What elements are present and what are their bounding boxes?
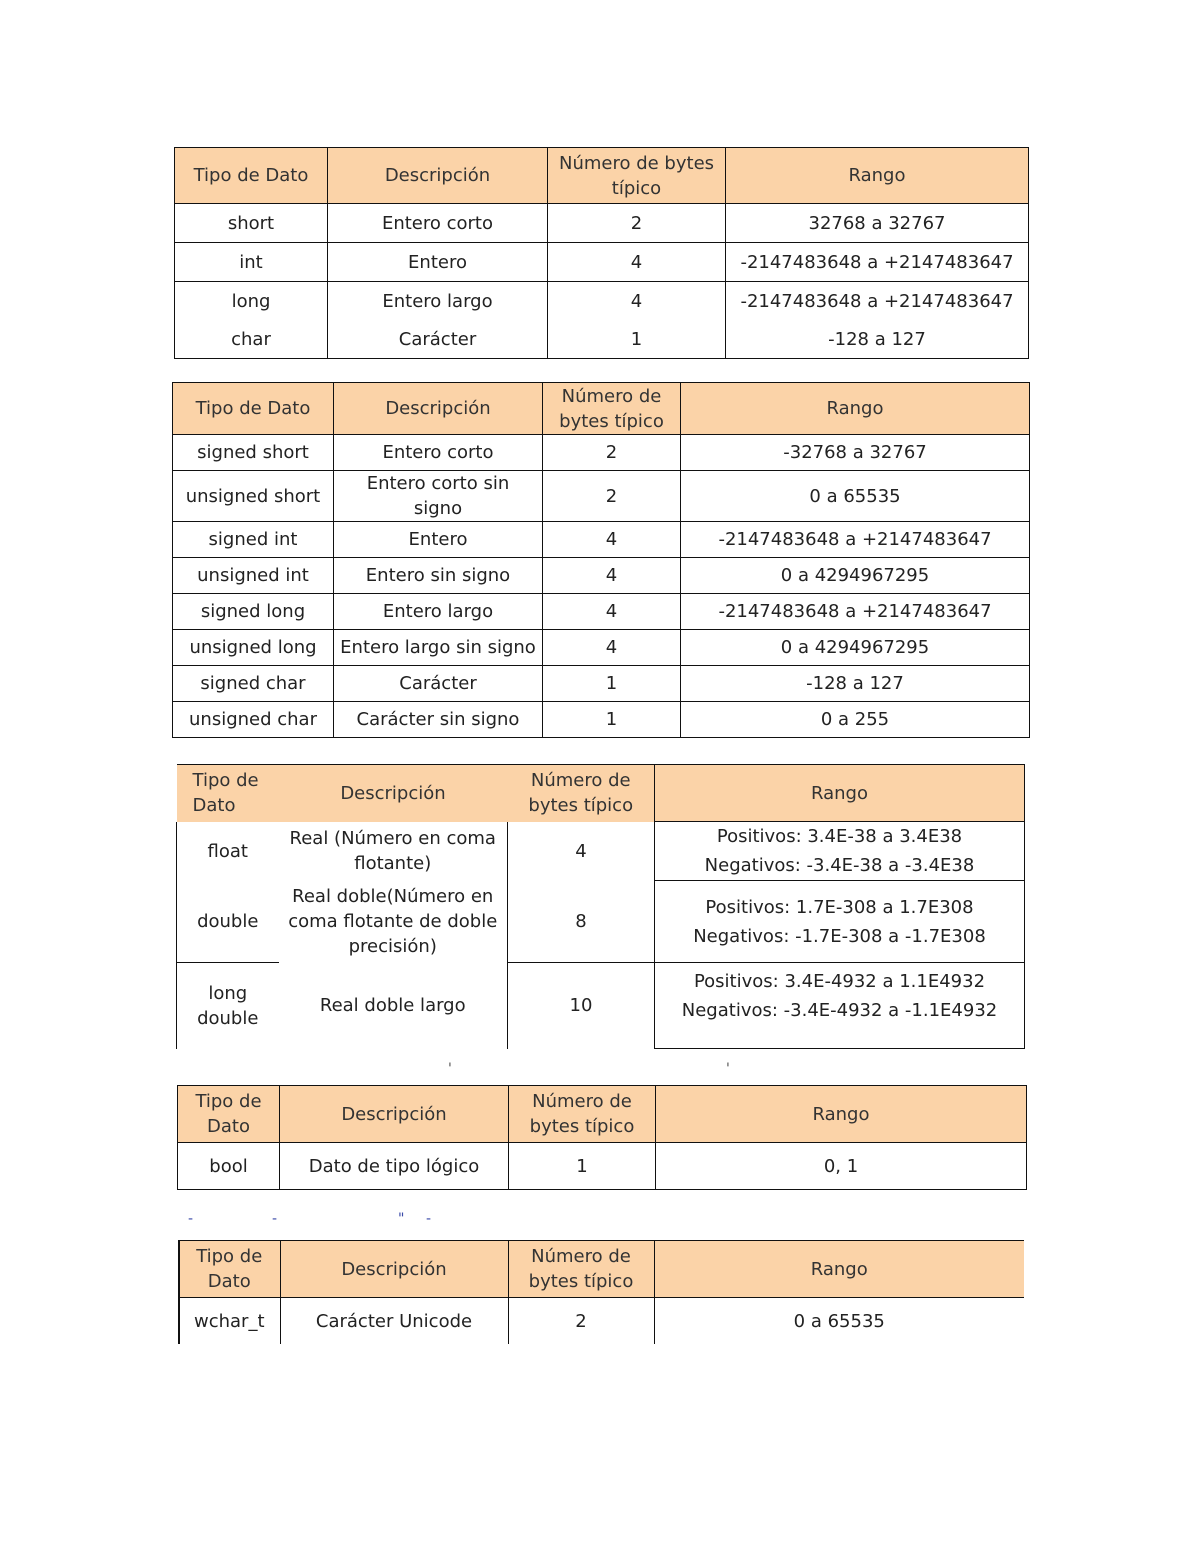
header-rango: Rango <box>726 148 1029 204</box>
cell-rango: -128 a 127 <box>681 666 1030 702</box>
table-wchar <box>179 1240 1024 1344</box>
range-positive: Positivos: 3.4E-38 a 3.4E38 <box>716 826 963 847</box>
table-bool <box>177 1085 1027 1190</box>
range-negative: Negativos: -3.4E-4932 a -1.1E4932 <box>681 1000 998 1021</box>
cell-descripcion: Carácter sin signo <box>334 702 543 738</box>
table-signed-unsigned <box>172 382 1030 738</box>
cell-bytes: 1 <box>543 666 681 702</box>
cell-rango: -32768 a 32767 <box>681 435 1030 471</box>
header-bytes: Número de bytes típico <box>508 1241 654 1298</box>
cell-descripcion: Entero <box>328 243 548 282</box>
cell-descripcion: Entero sin signo <box>334 558 543 594</box>
header-tipo: Tipo de Dato <box>173 383 334 435</box>
cell-tipo: unsigned char <box>173 702 334 738</box>
cell-descripcion: Dato de tipo lógico <box>280 1143 509 1190</box>
cell-rango: 0 a 255 <box>681 702 1030 738</box>
table-row <box>175 282 1029 321</box>
cell-bytes: 1 <box>509 1143 656 1190</box>
table-row <box>177 881 1025 963</box>
table-basic-types <box>174 147 1029 359</box>
header-rango: Rango <box>681 383 1030 435</box>
cell-rango: 0 a 65535 <box>654 1298 1024 1345</box>
table5-left-rule <box>178 1240 180 1344</box>
table-row <box>175 204 1029 243</box>
cell-rango: 32768 a 32767 <box>726 204 1029 243</box>
cell-rango: 0 a 4294967295 <box>681 630 1030 666</box>
table-row <box>173 435 1030 471</box>
header-bytes: Número de bytes típico <box>509 1086 656 1143</box>
cell-descripcion: Entero corto <box>328 204 548 243</box>
cell-tipo: long double <box>177 963 279 1049</box>
cell-descripcion: Carácter <box>334 666 543 702</box>
cell-descripcion: Real doble(Número en coma flotante de doble precisión) <box>288 886 498 957</box>
cell-bytes: 1 <box>548 320 726 359</box>
cell-descripcion: Entero <box>334 522 543 558</box>
cell-descripcion: Carácter <box>328 320 548 359</box>
header-rango: Rango <box>654 1241 1024 1298</box>
table-row <box>173 630 1030 666</box>
stray-mark: ' <box>726 1061 730 1077</box>
header-descripcion: Descripción <box>280 1241 508 1298</box>
cell-tipo: signed char <box>173 666 334 702</box>
table-row <box>173 471 1030 522</box>
cell-rango: 0, 1 <box>656 1143 1027 1190</box>
cell-rango: -2147483648 a +2147483647 <box>681 594 1030 630</box>
cell-tipo: char <box>175 320 328 359</box>
range-positive: Positivos: 3.4E-4932 a 1.1E4932 <box>693 971 986 992</box>
cell-tipo: unsigned short <box>173 471 334 522</box>
header-bytes: Número de bytes típico <box>543 383 681 435</box>
stray-mark: " <box>398 1211 405 1227</box>
cell-bytes: 4 <box>543 594 681 630</box>
cell-bytes: 2 <box>508 1298 654 1345</box>
cell-descripcion: Real doble largo <box>319 995 466 1016</box>
table-header-row <box>179 1241 1024 1298</box>
cell-descripcion: Entero largo <box>328 282 548 321</box>
cell-rango: 0 a 4294967295 <box>681 558 1030 594</box>
cell-tipo: int <box>175 243 328 282</box>
stray-mark: - <box>426 1211 432 1227</box>
cell-tipo: unsigned int <box>173 558 334 594</box>
cell-descripcion: Entero corto sin signo <box>334 471 543 522</box>
table-header-row <box>175 148 1029 204</box>
cell-rango: -2147483648 a +2147483647 <box>726 282 1029 321</box>
cell-tipo: unsigned long <box>173 630 334 666</box>
cell-bytes: 4 <box>548 243 726 282</box>
cell-bytes: 8 <box>508 881 655 963</box>
cell-tipo: signed int <box>173 522 334 558</box>
table-row <box>177 963 1025 1049</box>
header-tipo: Tipo de Dato <box>177 765 279 822</box>
range-positive: Positivos: 1.7E-308 a 1.7E308 <box>705 896 974 918</box>
table-floating-point <box>176 764 1025 1049</box>
cell-tipo: bool <box>178 1143 280 1190</box>
table-header-row <box>177 765 1025 822</box>
table-row <box>178 1143 1027 1190</box>
stray-mark: - <box>188 1211 194 1227</box>
cell-bytes: 2 <box>543 471 681 522</box>
header-descripcion: Descripción <box>334 383 543 435</box>
header-descripcion: Descripción <box>328 148 548 204</box>
table-row <box>173 594 1030 630</box>
table-row <box>177 822 1025 881</box>
table-row <box>175 320 1029 359</box>
cell-bytes: 4 <box>543 522 681 558</box>
cell-tipo: wchar_t <box>193 1310 265 1332</box>
cell-rango <box>655 963 1025 1049</box>
header-tipo: Tipo de Dato <box>175 148 328 204</box>
cell-bytes: 2 <box>548 204 726 243</box>
cell-rango <box>655 881 1025 963</box>
stray-mark: - <box>272 1211 278 1227</box>
cell-bytes: 4 <box>548 282 726 321</box>
header-rango: Rango <box>655 765 1025 822</box>
cell-bytes: 4 <box>508 822 655 881</box>
cell-rango <box>655 822 1025 881</box>
table-row <box>179 1298 1024 1345</box>
table-row <box>175 243 1029 282</box>
cell-rango: 0 a 65535 <box>681 471 1030 522</box>
cell-bytes: 1 <box>543 702 681 738</box>
cell-descripcion: Carácter Unicode <box>280 1298 508 1345</box>
cell-descripcion: Entero largo sin signo <box>334 630 543 666</box>
range-negative: Negativos: -3.4E-38 a -3.4E38 <box>704 855 975 876</box>
header-tipo: Tipo de Dato <box>179 1241 280 1298</box>
cell-bytes: 10 <box>508 963 655 1049</box>
stray-mark: ' <box>448 1061 452 1077</box>
cell-tipo: signed long <box>173 594 334 630</box>
cell-tipo: short <box>175 204 328 243</box>
header-bytes: Número de bytes típico <box>548 148 726 204</box>
cell-tipo: double <box>177 881 279 963</box>
cell-tipo: signed short <box>173 435 334 471</box>
header-rango: Rango <box>656 1086 1027 1143</box>
cell-rango: -2147483648 a +2147483647 <box>726 243 1029 282</box>
table-row <box>173 558 1030 594</box>
header-descripcion: Descripción <box>279 765 508 822</box>
cell-descripcion: Entero corto <box>334 435 543 471</box>
table-header-row <box>178 1086 1027 1143</box>
range-negative: Negativos: -1.7E-308 a -1.7E308 <box>693 925 986 947</box>
cell-bytes: 2 <box>543 435 681 471</box>
cell-tipo: long <box>175 282 328 321</box>
cell-descripcion: Real (Número en coma flotante) <box>289 828 496 874</box>
header-bytes: Número de bytes típico <box>508 765 655 822</box>
table-header-row <box>173 383 1030 435</box>
cell-tipo: float <box>177 822 279 881</box>
table-row <box>173 702 1030 738</box>
header-descripcion: Descripción <box>280 1086 509 1143</box>
header-tipo: Tipo de Dato <box>178 1086 280 1143</box>
cell-rango: -2147483648 a +2147483647 <box>681 522 1030 558</box>
table-row <box>173 522 1030 558</box>
cell-bytes: 4 <box>543 630 681 666</box>
cell-descripcion: Entero largo <box>334 594 543 630</box>
cell-bytes: 4 <box>543 558 681 594</box>
cell-rango: -128 a 127 <box>726 320 1029 359</box>
table-row <box>173 666 1030 702</box>
